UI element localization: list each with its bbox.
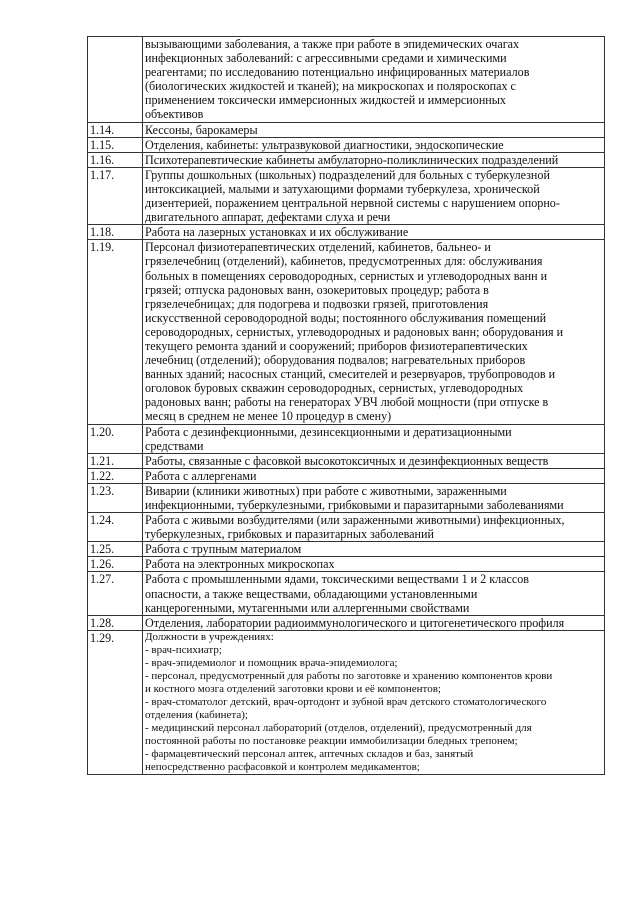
description-line: Психотерапевтические кабинеты амбулаторно-поликлинических подразделений bbox=[145, 152, 559, 167]
description-line: искусственной сероводородной воды; постоянного обслуживания помещений bbox=[145, 310, 547, 325]
description-line: Работа с аллергенами bbox=[145, 468, 257, 483]
row-number: 1.28. bbox=[88, 615, 143, 630]
description-line: сероводородных, сернистых, углеводородных и радоновых ванн; оборудования и bbox=[145, 324, 564, 339]
description-line: - врач-психиатр; bbox=[145, 643, 222, 656]
description-line: Работа на лазерных установках и их обслуживание bbox=[145, 225, 409, 240]
description-line: больных в помещениях сероводородных, сернистых и углеводородных ванн и bbox=[145, 268, 548, 283]
table-row bbox=[88, 542, 605, 557]
description-line: текущего ремонта зданий и сооружений; приборов физиотерапевтических bbox=[145, 338, 528, 353]
description-line: грязелечебниц (отделений), кабинетов, предусмотренных для: обслуживания bbox=[145, 254, 543, 269]
description-line: Работа на электронных микроскопах bbox=[145, 557, 335, 572]
row-number: 1.15. bbox=[88, 137, 143, 152]
row-number: 1.22. bbox=[88, 468, 143, 483]
row-description bbox=[143, 483, 605, 512]
table-row bbox=[88, 615, 605, 630]
table-row bbox=[88, 483, 605, 512]
row-number: 1.16. bbox=[88, 152, 143, 167]
row-description bbox=[143, 240, 605, 424]
description-line: вызывающими заболевания, а также при работе в эпидемических очагах bbox=[145, 37, 520, 51]
description-line: грязелечебницах; для подогрева и подвозки грязей, приготовления bbox=[145, 296, 489, 311]
table-row bbox=[88, 424, 605, 453]
description-line: опасности, а также веществами, обладающими установленными bbox=[145, 586, 478, 601]
table-row bbox=[88, 513, 605, 542]
description-line: Работы, связанные с фасовкой высокотоксичных и дезинфекционных веществ bbox=[145, 453, 549, 468]
row-description bbox=[143, 572, 605, 615]
description-line: - медицинский персонал лабораторий (отделов, отделений), предусмотренный для bbox=[145, 722, 532, 735]
table-row bbox=[88, 468, 605, 483]
description-line: инфекционными, туберкулезными, грибковыми и паразитарными заболеваниями bbox=[145, 498, 564, 512]
description-line: Отделения, кабинеты: ультразвуковой диагностики, эндоскопические bbox=[145, 137, 504, 152]
description-line: туберкулезных, грибковых и паразитарных заболеваний bbox=[145, 527, 434, 542]
row-number: 1.18. bbox=[88, 225, 143, 240]
table-row bbox=[88, 152, 605, 167]
table-row bbox=[88, 122, 605, 137]
occupation-table bbox=[87, 36, 605, 775]
description-line: дизентерией, поражением центральной нервной системы с нарушением опорно- bbox=[145, 196, 560, 211]
row-description bbox=[143, 468, 605, 483]
description-line: (биологических жидкостей и тканей); на микроскопах и поляроскопах с bbox=[145, 79, 516, 94]
description-line: применением токсически иммерсионных жидкостей и иммерсионных bbox=[145, 93, 506, 108]
description-line: Персонал физиотерапевтических отделений, кабинетов, бальнео- и bbox=[145, 240, 491, 255]
table-body bbox=[88, 37, 605, 775]
description-line: интоксикацией, малыми и затухающими формами туберкулеза, хронической bbox=[145, 181, 540, 196]
description-line: Работа с промышленными ядами, токсическими веществами 1 и 2 классов bbox=[145, 572, 529, 587]
row-number: 1.25. bbox=[88, 542, 143, 557]
row-description bbox=[143, 513, 605, 542]
description-line: - персонал, предусмотренный для работы по заготовке и хранению компонентов крови bbox=[145, 669, 553, 682]
description-line: месяц в среднем не менее 10 процедур в смену) bbox=[145, 409, 392, 424]
description-line: Кессоны, барокамеры bbox=[145, 122, 258, 137]
table-row bbox=[88, 137, 605, 152]
table-row bbox=[88, 572, 605, 615]
row-description bbox=[143, 152, 605, 167]
description-line: непосредственно расфасовкой и контролем медикаментов; bbox=[145, 761, 420, 774]
row-number: 1.27. bbox=[88, 572, 143, 615]
row-description bbox=[143, 137, 605, 152]
row-number: 1.29. bbox=[88, 630, 143, 775]
description-line: - врач-эпидемиолог и помощник врача-эпидемиолога; bbox=[145, 656, 398, 669]
row-number bbox=[88, 37, 143, 123]
description-line: двигательного аппарат, дефектами слуха и речи bbox=[145, 210, 391, 225]
description-line: инфекционных заболеваний: с агрессивными средами и химическими bbox=[145, 51, 507, 66]
description-line: канцерогенными, мутагенными или аллергенными свойствами bbox=[145, 600, 470, 615]
row-description bbox=[143, 122, 605, 137]
table-row bbox=[88, 557, 605, 572]
description-line: отделения (кабинета); bbox=[145, 709, 248, 722]
table-row bbox=[88, 630, 605, 775]
table-row bbox=[88, 225, 605, 240]
row-description bbox=[143, 167, 605, 224]
row-number: 1.26. bbox=[88, 557, 143, 572]
row-number: 1.14. bbox=[88, 122, 143, 137]
row-description bbox=[143, 542, 605, 557]
description-line: оголовок буровых скважин сероводородных, сернистых, углеводородных bbox=[145, 381, 524, 396]
table-row bbox=[88, 37, 605, 123]
row-description bbox=[143, 453, 605, 468]
description-line: постоянной работы по постановке реакции иммобилизации бледных трепонем; bbox=[145, 735, 518, 748]
description-line: лечебниц (отделений); оборудования подвалов; нагревательных приборов bbox=[145, 353, 526, 368]
table-row bbox=[88, 167, 605, 224]
description-line: грязей; отпуска радоновых ванн, озокеритовых процедур; работа в bbox=[145, 282, 489, 297]
description-line: - врач-стоматолог детский, врач-ортодонт и зубной врач детского стоматологического bbox=[145, 696, 547, 709]
description-line: и костного мозга отделений заготовки крови и её компонентов; bbox=[145, 683, 441, 696]
description-line: Виварии (клиники животных) при работе с животными, зараженными bbox=[145, 483, 507, 498]
description-line: радоновых ванн; работы на генераторах УВЧ любой мощности (при отпуске в bbox=[145, 395, 549, 410]
table-row bbox=[88, 453, 605, 468]
description-line: Отделения, лаборатории радиоиммунологического и цитогенетического профиля bbox=[145, 615, 565, 630]
row-number: 1.21. bbox=[88, 453, 143, 468]
description-line: Работа с живыми возбудителями (или зараженными животными) инфекционных, bbox=[145, 513, 565, 528]
description-line: объективов bbox=[145, 107, 204, 122]
description-line: реагентами; по исследованию потенциально инфицированных материалов bbox=[145, 65, 530, 80]
description-line: средствами bbox=[145, 438, 204, 453]
row-description bbox=[143, 225, 605, 240]
row-description bbox=[143, 557, 605, 572]
row-number: 1.23. bbox=[88, 483, 143, 512]
description-line: Должности в учреждениях: bbox=[145, 630, 274, 643]
row-number: 1.17. bbox=[88, 167, 143, 224]
description-line: Работа с дезинфекционными, дезинсекционными и дератизационными bbox=[145, 424, 512, 439]
row-number: 1.20. bbox=[88, 424, 143, 453]
row-number: 1.24. bbox=[88, 513, 143, 542]
description-line: ванных зданий; насосных станций, смесителей и резервуаров, трубопроводов и bbox=[145, 367, 556, 382]
row-number: 1.19. bbox=[88, 240, 143, 424]
row-description bbox=[143, 630, 605, 775]
description-line: Группы дошкольных (школьных) подразделений для больных с туберкулезной bbox=[145, 167, 550, 182]
row-description bbox=[143, 615, 605, 630]
row-description bbox=[143, 424, 605, 453]
table-row bbox=[88, 240, 605, 424]
description-line: Работа с трупным материалом bbox=[145, 542, 302, 557]
row-description bbox=[143, 37, 605, 123]
description-line: - фармацевтический персонал аптек, аптечных складов и баз, занятый bbox=[145, 748, 474, 761]
